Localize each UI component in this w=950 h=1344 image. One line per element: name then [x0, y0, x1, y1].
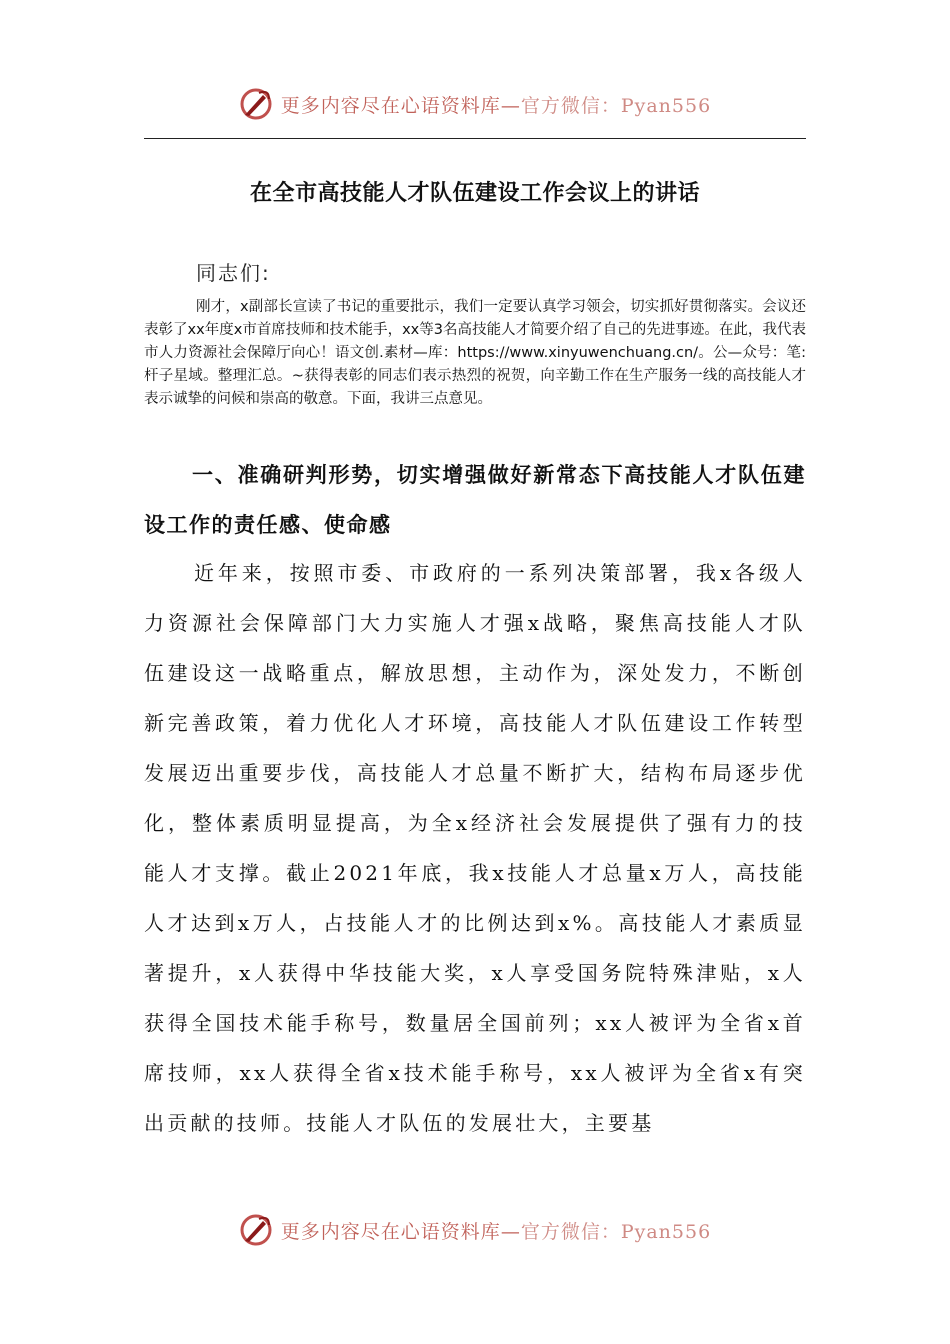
intro-paragraph: 刚才，x副部长宣读了书记的重要批示，我们一定要认真学习领会，切实抓好贯彻落实。会议还表彰了xx年度x市首席技师和技术能手，xx等3名高技能人才简要介绍了自己的先进事迹。在此，我代表市人力资源社会保障厅向心！语文创.素材—库：https://www.xinyuwenchuang.cn/。公—众号：笔:杆子星域。整理汇总。~获得表彰的同志们表示热烈的祝贺，向辛勤工作在生产服务一线的高技能人才表示诚挚的问候和崇高的敬意。下面，我讲三点意见。	[144, 299, 806, 407]
watermark-text: 更多内容尽在心语资料库—官方微信：Pyan556	[280, 1220, 712, 1243]
watermark-banner-top	[0, 84, 950, 124]
watermark-banner-bottom	[0, 1210, 950, 1250]
greeting: 同志们:	[196, 261, 271, 285]
body-paragraph: 近年来，按照市委、市政府的一系列决策部署，我x各级人力资源社会保障部门大力实施人才强x战略，聚焦高技能人才队伍建设这一战略重点，解放思想，主动作为，深处发力，不断创新完善政策，着力优化人才环境，高技能人才队伍建设工作转型发展迈出重要步伐，高技能人才总量不断扩大，结构布局逐步优化，整体素质明显提高，为全x经济社会发展提供了强有力的技能人才支撑。截止2021年底，我x技能人才总量x万人，高技能人才达到x万人，占技能人才的比例达到x%。高技能人才素质显著提升，x人获得中华技能大奖，x人享受国务院特殊津贴，x人获得全国技术能手称号，数量居全国前列；xx人被评为全省x首席技师，xx人获得全省x技术能手称号，xx人被评为全省x有突出贡献的技师。技能人才队伍的发展壮大，主要基	[144, 561, 806, 1135]
watermark-text: 更多内容尽在心语资料库—官方微信：Pyan556	[280, 94, 712, 117]
document-title: 在全市高技能人才队伍建设工作会议上的讲话	[249, 180, 700, 206]
header-divider	[144, 138, 806, 139]
quill-logo-icon	[239, 87, 273, 121]
section-heading-1: 一、准确研判形势，切实增强做好新常态下高技能人才队伍建设工作的责任感、使命感	[144, 463, 806, 537]
quill-logo-icon	[239, 1213, 273, 1247]
